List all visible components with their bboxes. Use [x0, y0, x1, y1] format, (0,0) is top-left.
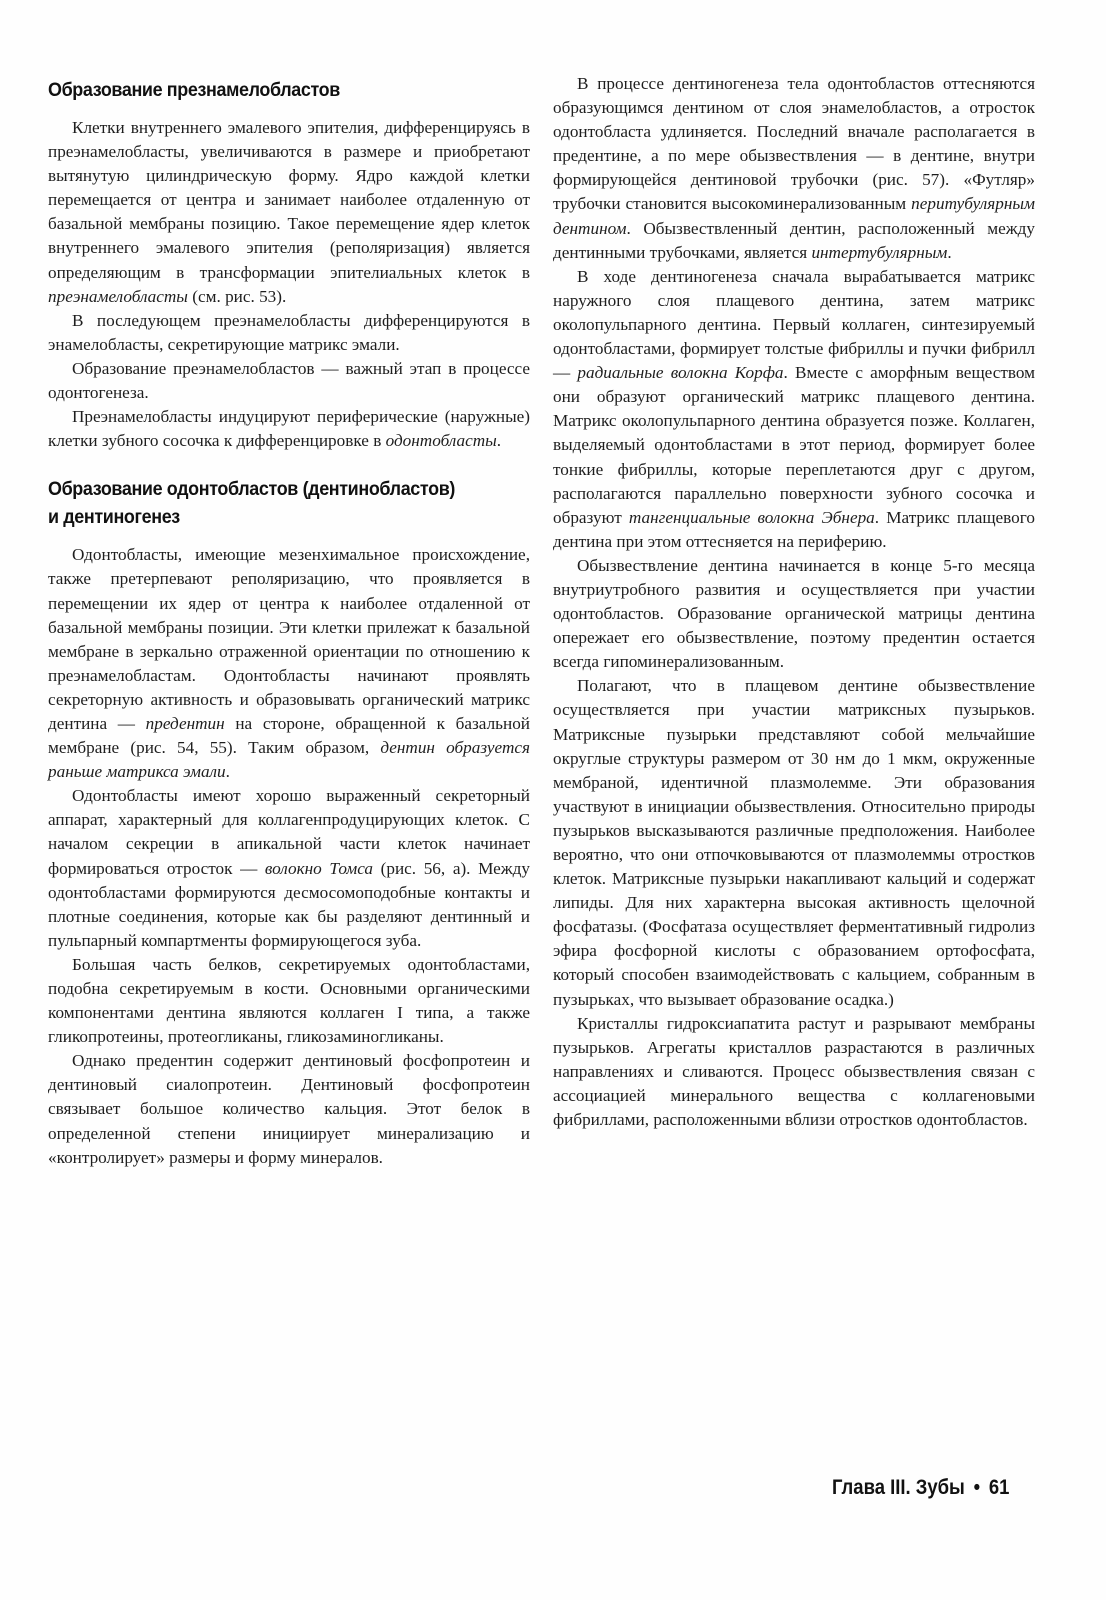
chapter-title: Глава III. Зубы — [832, 1476, 965, 1499]
paragraph: Клетки внутреннего эмалевого эпителия, дифференцируясь в преэнамелобласты, увеличиваются в размере и приобретают вытянутую цилиндрическую форму. Ядро каждой клетки перемещается от центра и занимает наиболее отдаленную от базальной мембраны позицию. Такое перемещение ядер клеток внутреннего эмалевого эпителия (реполяризация) является определяющим в трансформации эпителиальных клеток в преэнамелобласты (см. рис. 53). — [48, 118, 530, 306]
paragraph: Кристаллы гидроксиапатита растут и разрывают мембраны пузырьков. Агрегаты кристаллов разрастаются в различных направлениях и сливаются. Процесс обызвествления связан с ассоциацией минерального вещества с коллагеновыми фибриллами, расположенными вблизи отростков одонтобластов. — [553, 1013, 1035, 1130]
paragraph: В ходе дентиногенеза сначала вырабатывается матрикс наружного слоя плащевого дентина, затем матрикс околопульпарного дентина. Первый коллаген, синтезируемый одонтобластами, формирует толстые фибриллы и пучки фибрилл — радиальные волокна Корфа. Вместе с аморфным веществом они образуют органический матрикс плащевого дентина. Матрикс околопульпарного дентина образуется позже. Коллаген, выделяемый одонтобластами в этот период, формирует более тонкие фибриллы, которые переплетаются друг с другом, располагаются параллельно поверхности зубного сосочка и образуют тангенциальные волокна Эбнера. Матрикс плащевого дентина при этом оттесняется на периферию. — [553, 266, 1036, 551]
section-heading-odontoblasts: Образование одонтобластов (дентинобластов) — [48, 478, 455, 501]
right-column — [553, 72, 1035, 1132]
paragraph: Большая часть белков, секретируемых одонтобластами, подобна секретируемым в кости. Основными органическими компонентами дентина являются коллаген I типа, а также гликопротеины, протеогликаны, гликозаминогликаны. — [48, 954, 530, 1047]
paragraph: Преэнамелобласты индуцируют периферические (наружные) клетки зубного сосочка к дифференцировке в одонтобласты. — [48, 407, 530, 451]
paragraph: Одонтобласты, имеющие мезенхимальное происхождение, также претерпевают реполяризацию, что проявляется в перемещении их ядер от центра к наиболее отдаленной от базальной мембраны позиции. Эти клетки прилежат к базальной мембране в зеркально отраженной ориентации по отношению к преэнамелобластам. Одонтобласты начинают проявлять секреторную активность и образовывать органический матрикс дентина — предентин на стороне, обращенной к базальной мембране (рис. 54, 55). Таким образом, дентин образуется раньше матрикса эмали. — [48, 545, 530, 782]
page-number: 61 — [988, 1476, 1010, 1499]
paragraph: В последующем преэнамелобласты дифференцируются в энамелобласты, секретирующие матрикс эмали. — [48, 310, 530, 354]
paragraph: В процессе дентиногенеза тела одонтобластов оттесняются образующимся дентином от слоя энамелобластов, а отросток одонтобласта удлиняется. Последний вначале располагается в предентине, а по мере обызвествления — в дентине, внутри формирующейся дентиновой трубочки (рис. 57). «Футляр» трубочки становится высокоминерализованным перитубулярным дентином. Обызвествленный дентин, расположенный между дентинными трубочками, является интертубулярным. — [553, 74, 1035, 262]
page-footer — [832, 1476, 1009, 1500]
paragraph: Полагают, что в плащевом дентине обызвествление осуществляется при участии матриксных пузырьков. Матриксные пузырьки представляют собой мельчайшие округлые структуры размером от 30 нм до 1 мкм, окруженные мембраной, идентичной плазмолемме. Эти образования участвуют в инициации обызвествления. Относительно природы пузырьков высказываются различные предположения. Наиболее вероятно, что они отпочковываются от плазмолеммы отростков клеток. Матриксные пузырьки накапливают кальций и содержат липиды. Для них характерна высокая активность щелочной фосфатазы. (Фосфатаза осуществляет ферментативный гидролиз эфира фосфорной кислоты с образованием ортофосфата, который способен взаимодействовать с кальцием, собранным в пузырьках, что вызывает образование осадка.) — [553, 676, 1035, 1009]
paragraph: Образование преэнамелобластов — важный этап в процессе одонтогенеза. — [48, 358, 530, 403]
paragraph: Обызвествление дентина начинается в конце 5-го месяца внутриутробного развития и осуществляется при участии одонтобластов. Образование органической матрицы дентина опережает его обызвествление, поэтому предентин остается всегда гипоминерализованным. — [553, 555, 1035, 672]
bullet-separator: • — [973, 1476, 981, 1499]
left-column — [48, 72, 530, 1170]
paragraph: Однако предентин содержит дентиновый фосфопротеин и дентиновый сиалопротеин. Дентиновый фосфопротеин связывает большое количество кальция. Этот белок в определенной степени инициирует минерализацию и «контролирует» размеры и форму минералов. — [48, 1051, 530, 1167]
section-heading-preenameloblasts: Образование презнамелобластов — [48, 79, 340, 101]
section-heading-odontoblasts-line2: и дентиногенез — [48, 506, 180, 529]
paragraph: Одонтобласты имеют хорошо выраженный секреторный аппарат, характерный для коллагенпродуцирующих клеток. С началом секреции в апикальной части клеток начинает формироваться отросток — волокно Томса (рис. 56, а). Между одонтобластами формируются десмосомоподобные контакты и плотные соединения, которые как бы разделяют дентинный и пульпарный компартменты формирующегося зуба. — [48, 786, 530, 950]
